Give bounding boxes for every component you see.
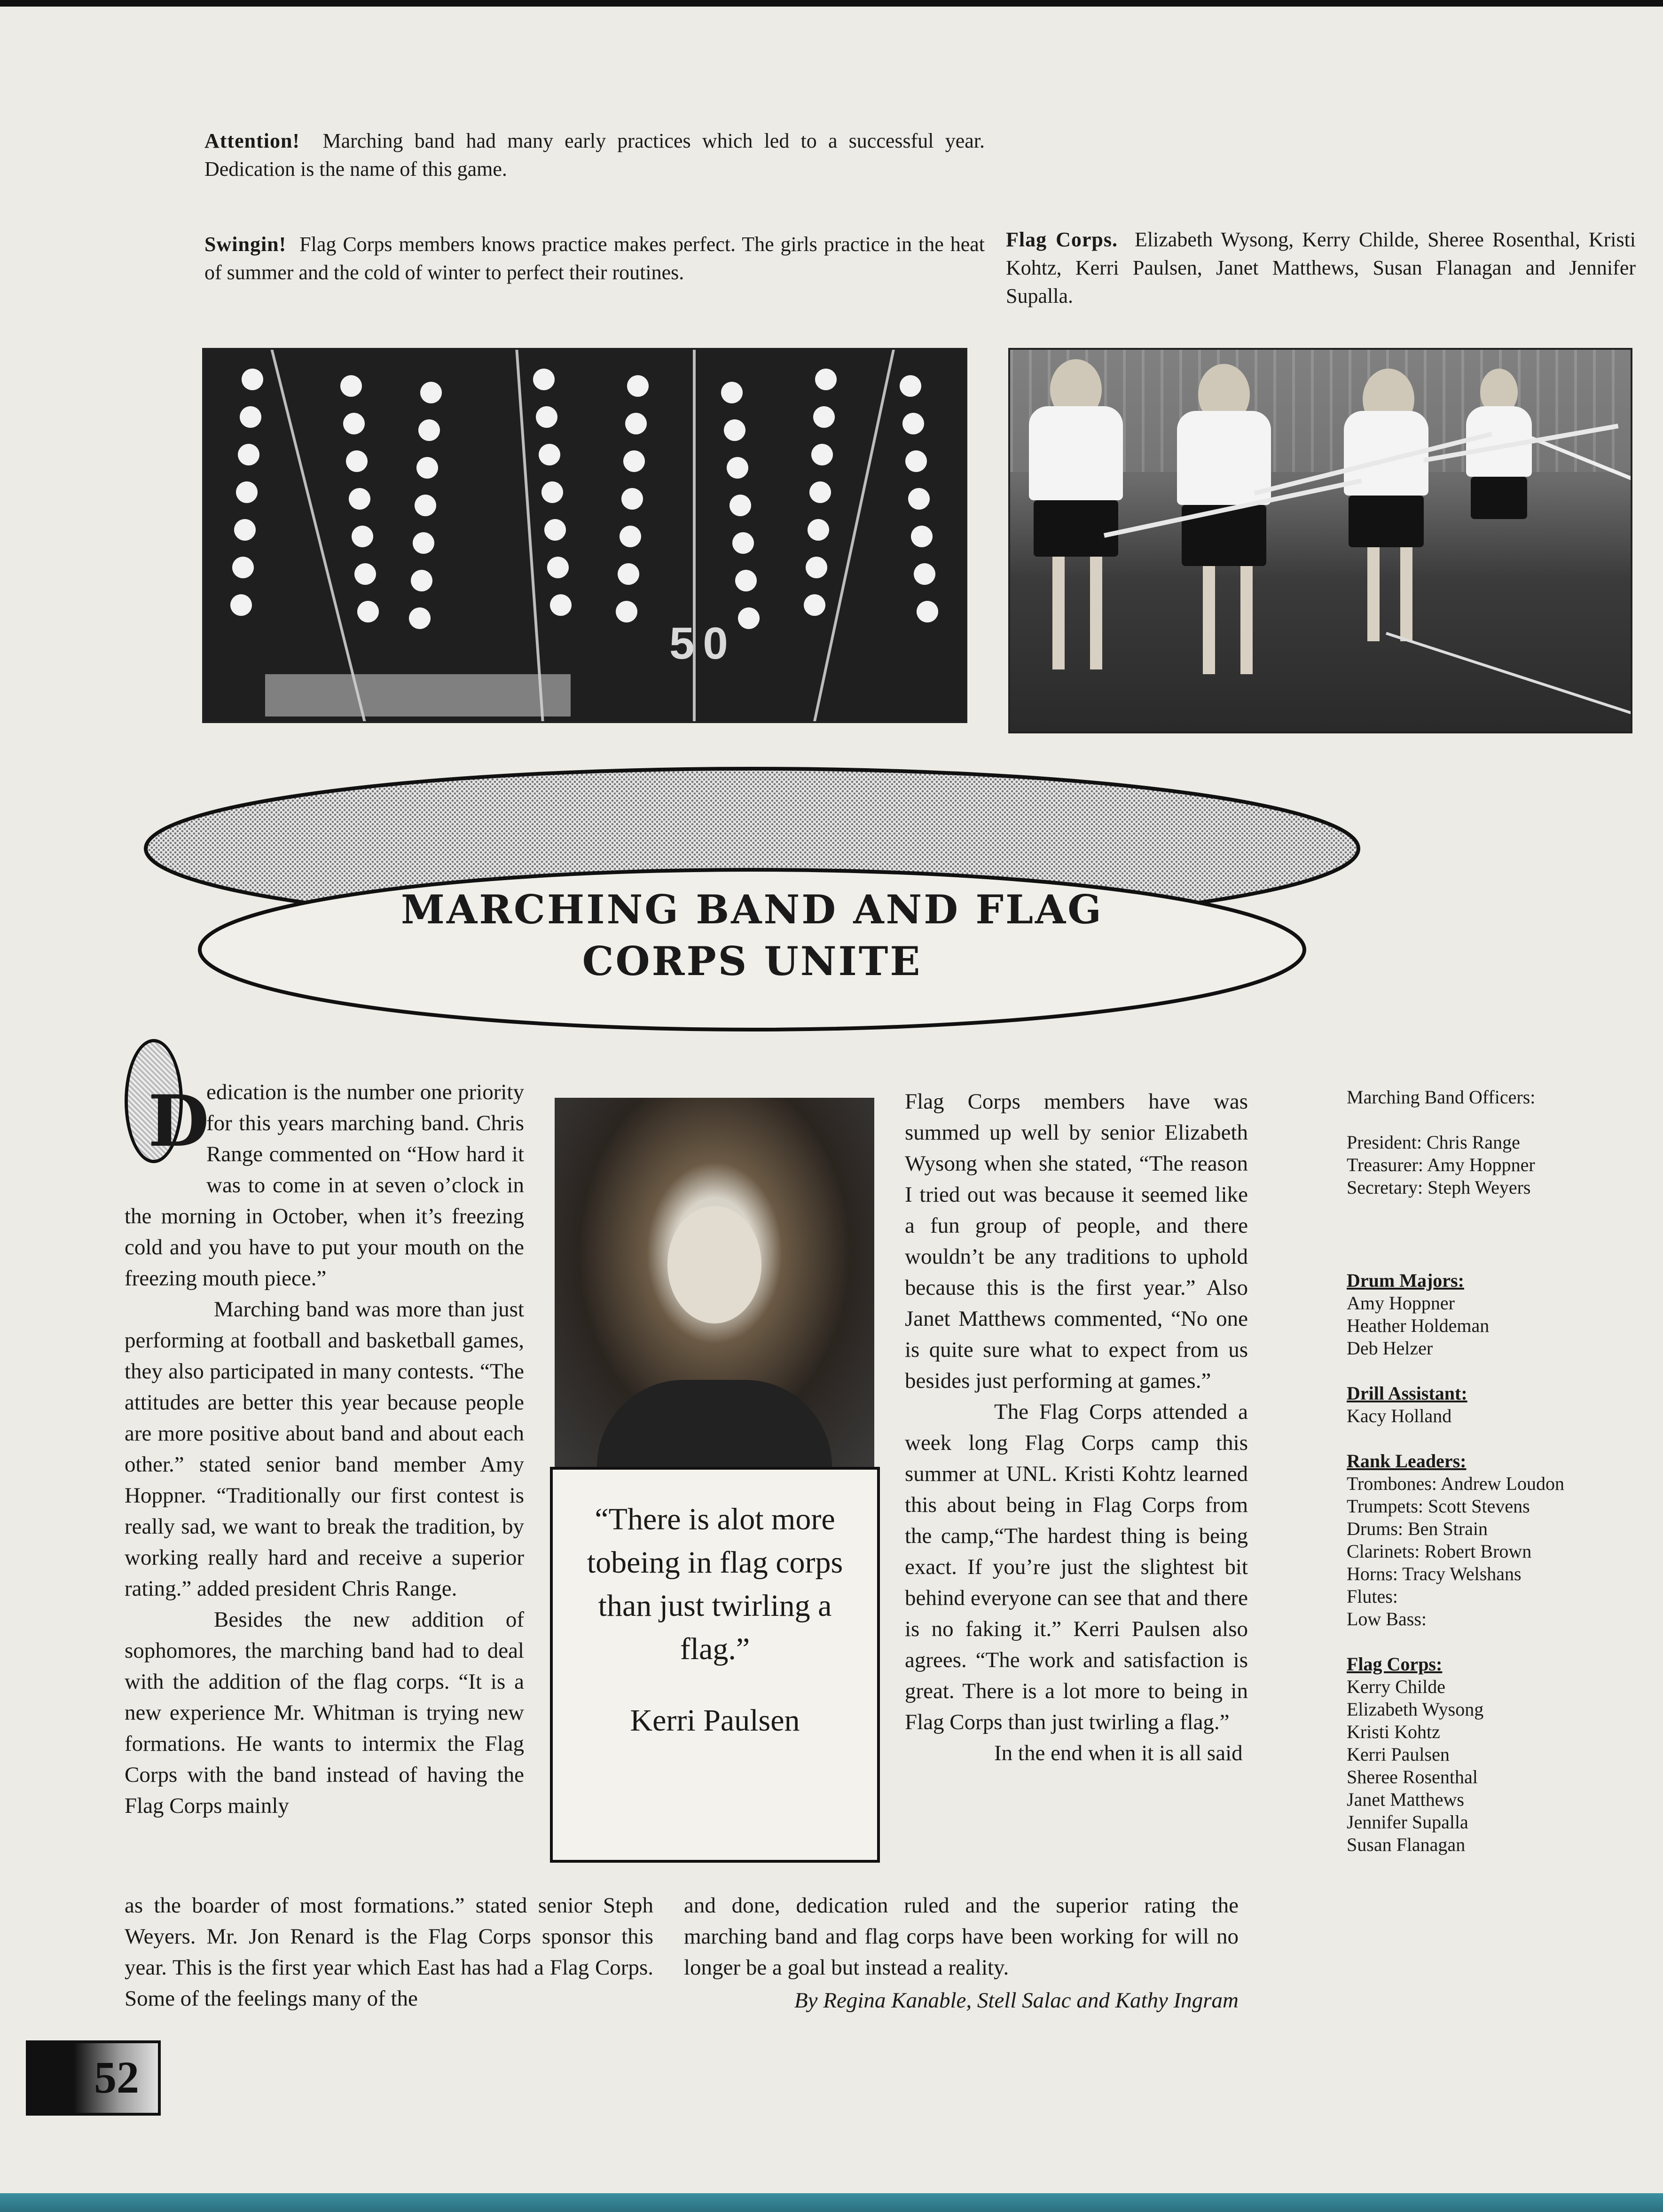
flag-corps-list (1347, 1676, 1638, 1856)
drum-majors-heading: Drum Majors: (1347, 1270, 1464, 1291)
marcher-figure (623, 450, 645, 472)
officers-list (1347, 1086, 1638, 1856)
list-item: Deb Helzer (1347, 1338, 1433, 1359)
rank-leaders-heading: Rank Leaders: (1347, 1450, 1467, 1472)
marcher-figure (811, 444, 833, 465)
paragraph: In the end when it is all said (994, 1741, 1243, 1765)
marcher-figure (418, 419, 440, 441)
paragraph: as the boarder of most formations.” stated senior Steph Weyers. Mr. Jon Renard is the Flag Corps sponsor this year. This is the first year which East has had a Flag Corps. Some of the feelings many of the (125, 1893, 653, 2011)
caption-lead: Swingin! (204, 233, 287, 256)
marcher-figure (813, 406, 835, 428)
rank-leaders-list (1347, 1472, 1638, 1630)
marcher-figure (621, 488, 643, 510)
list-item: Trombones: Andrew Loudon (1347, 1473, 1564, 1494)
list-item: Janet Matthews (1347, 1789, 1464, 1810)
marcher-figure (352, 526, 373, 547)
marcher-figure (240, 406, 261, 428)
list-item: Horns: Tracy Welshans (1347, 1563, 1522, 1584)
pull-quote (550, 1467, 880, 1863)
marcher-figure (238, 444, 259, 465)
caption-text: Marching band had many early practices which led to a successful year. Dedication is the name of this game. (204, 129, 985, 181)
list-item: Drums: Ben Strain (1347, 1518, 1488, 1539)
caption-swingin (204, 230, 985, 287)
officers-title: Marching Band Officers: (1347, 1086, 1536, 1108)
marcher-figure (616, 601, 637, 622)
photo-marching-band (202, 348, 967, 723)
list-item: Heather Holdeman (1347, 1315, 1490, 1336)
marcher-figure (547, 557, 569, 578)
marcher-figure (804, 594, 825, 616)
marcher-figure (416, 457, 438, 479)
list-item: Susan Flanagan (1347, 1834, 1466, 1855)
paragraph: Besides the new addition of sophomores, the marching band had to deal with the addition of the flag corps. “It is a new experience Mr. Whitman is trying new formations. He wants to intermix the Flag Corps with the band instead of having the Flag Corps mainly (125, 1607, 524, 1818)
article-column-1-continued (125, 1890, 653, 2014)
marcher-figure (234, 519, 256, 541)
marcher-figure (738, 607, 760, 629)
marcher-figure (735, 570, 757, 591)
marcher-figure (230, 594, 252, 616)
caption-flag-corps (1006, 226, 1636, 310)
marcher-figure (905, 450, 927, 472)
marcher-figure (917, 601, 938, 622)
marcher-figure (411, 570, 432, 591)
marcher-figure (343, 413, 365, 434)
list-item: Amy Hoppner (1347, 1292, 1455, 1314)
list-item: Kacy Holland (1347, 1405, 1452, 1426)
marcher-figure (357, 601, 379, 622)
marcher-figure (346, 450, 368, 472)
marcher-figure (415, 495, 436, 516)
caption-lead: Attention! (204, 129, 300, 152)
marcher-figure (809, 481, 831, 503)
list-item: Trumpets: Scott Stevens (1347, 1496, 1530, 1517)
marcher-figure (340, 375, 362, 397)
headline (141, 884, 1363, 987)
marcher-figure (902, 413, 924, 434)
officer-secretary: Secretary: Steph Weyers (1347, 1177, 1531, 1198)
paragraph: Marching band was more than just performing at football and basketball games, they also participated in many contests. “The attitudes are better this year because people are more positive about band and about each other.” stated senior band member Amy Hoppner. “Traditionally our first contest is really sad, we want to break the tradition, by working really hard and receive a superior rating.” added president Chris Range. (125, 1297, 524, 1601)
marcher-figure (908, 488, 930, 510)
paragraph: Flag Corps members have was summed up well by senior Elizabeth Wysong when she stated, “The reason I tried out was because it seemed like a fun group of people, and there wouldn’t be any traditions to uphold because this is the first year.” Also Janet Matthews commented, “No one is quite sure what to expect from us besides just performing at games.” (905, 1089, 1248, 1393)
caption-attention (204, 127, 985, 183)
marcher-figure (242, 369, 263, 390)
list-item: Kerri Paulsen (1347, 1744, 1450, 1765)
marcher-figure (539, 444, 560, 465)
marcher-figure (914, 563, 935, 585)
paragraph: and done, dedication ruled and the superior rating the marching band and flag corps have been working for will no longer be a goal but instead a reality. (684, 1893, 1239, 1980)
bottom-edge (0, 2193, 1663, 2212)
marcher-figure (550, 594, 572, 616)
marcher-figure (409, 607, 431, 629)
caption-text: Elizabeth Wysong, Kerry Childe, Sheree Rosenthal, Kristi Kohtz, Kerri Paulsen, Janet Matthews, Susan Flanagan and Jennifer Supalla. (1006, 228, 1636, 307)
marcher-figure (808, 519, 829, 541)
marcher-figure (620, 526, 641, 547)
quote-text: “There is alot more tobeing in flag corps than just twirling a flag.” (587, 1502, 843, 1666)
photo-flag-corps (1008, 348, 1632, 733)
marcher-figure (625, 413, 647, 434)
article-column-2-continued (684, 1890, 1239, 2016)
marcher-figure (815, 369, 837, 390)
marcher-figure (349, 488, 370, 510)
marcher-figure (541, 481, 563, 503)
marcher-figure (618, 563, 639, 585)
marcher-figure (413, 532, 434, 554)
top-edge (0, 0, 1663, 7)
portrait-photo (555, 1098, 874, 1467)
marcher-figure (232, 557, 254, 578)
marcher-figure (806, 557, 827, 578)
marcher-figure (727, 457, 748, 479)
list-item: Low Bass: (1347, 1608, 1427, 1629)
officer-treasurer: Treasurer: Amy Hoppner (1347, 1154, 1535, 1175)
headline-line-2: CORPS UNITE (582, 938, 922, 984)
headline-line-1: MARCHING BAND AND FLAG (401, 886, 1103, 933)
marcher-figure (236, 481, 258, 503)
list-item: Flutes: (1347, 1586, 1398, 1607)
marcher-figure (544, 519, 566, 541)
marcher-figure (900, 375, 921, 397)
drum-majors-list (1347, 1292, 1638, 1360)
paragraph: The Flag Corps attended a week long Flag Corps camp this summer at UNL. Kristi Kohtz learned this about being in Flag Corps from the camp,“The hardest thing is being exact. If you’re just the slightest bit behind everyone can see that and there is no faking it.” Kerri Paulsen also agrees. “The work and satisfaction is great. There is a lot more to being in Flag Corps than just twirling a flag.” (905, 1400, 1248, 1734)
article-column-2 (905, 1086, 1248, 1769)
page-number: 52 (94, 2052, 139, 2102)
quote-author: Kerri Paulsen (630, 1703, 800, 1738)
marcher-figure (724, 419, 745, 441)
byline: By Regina Kanable, Stell Salac and Kathy Ingram (794, 1988, 1239, 2013)
list-item: Clarinets: Robert Brown (1347, 1541, 1532, 1562)
marcher-figure (420, 382, 442, 403)
article-column-1 (125, 1077, 524, 1821)
marcher-figure (730, 495, 751, 516)
caption-lead: Flag Corps. (1006, 228, 1118, 251)
marcher-figure (721, 382, 743, 403)
caption-text: Flag Corps members knows practice makes perfect. The girls practice in the heat of summer and the cold of winter to perfect their routines. (204, 233, 985, 284)
yard-number: 50 (669, 618, 737, 669)
drill-assistant-heading: Drill Assistant: (1347, 1383, 1467, 1404)
page-number-box (26, 2040, 161, 2116)
marcher-figure (354, 563, 376, 585)
drop-cap: D (120, 1039, 200, 1180)
list-item: Jennifer Supalla (1347, 1811, 1468, 1833)
list-item: Kerry Childe (1347, 1676, 1445, 1697)
marcher-figure (627, 375, 649, 397)
marcher-figure (911, 526, 933, 547)
marcher-figure (732, 532, 754, 554)
list-item: Elizabeth Wysong (1347, 1699, 1484, 1720)
list-item: Kristi Kohtz (1347, 1721, 1440, 1742)
paragraph: edication is the number one priority for this years marching band. Chris Range commented on “How hard it was to come in at seven o’clock in the morning in October, when it’s freezing cold and you have to put your mouth on the freezing mouth piece.” (125, 1080, 524, 1291)
officer-president: President: Chris Range (1347, 1132, 1520, 1153)
marcher-figure (533, 369, 555, 390)
marcher-figure (536, 406, 557, 428)
flag-corps-heading: Flag Corps: (1347, 1653, 1443, 1675)
list-item: Sheree Rosenthal (1347, 1766, 1478, 1787)
